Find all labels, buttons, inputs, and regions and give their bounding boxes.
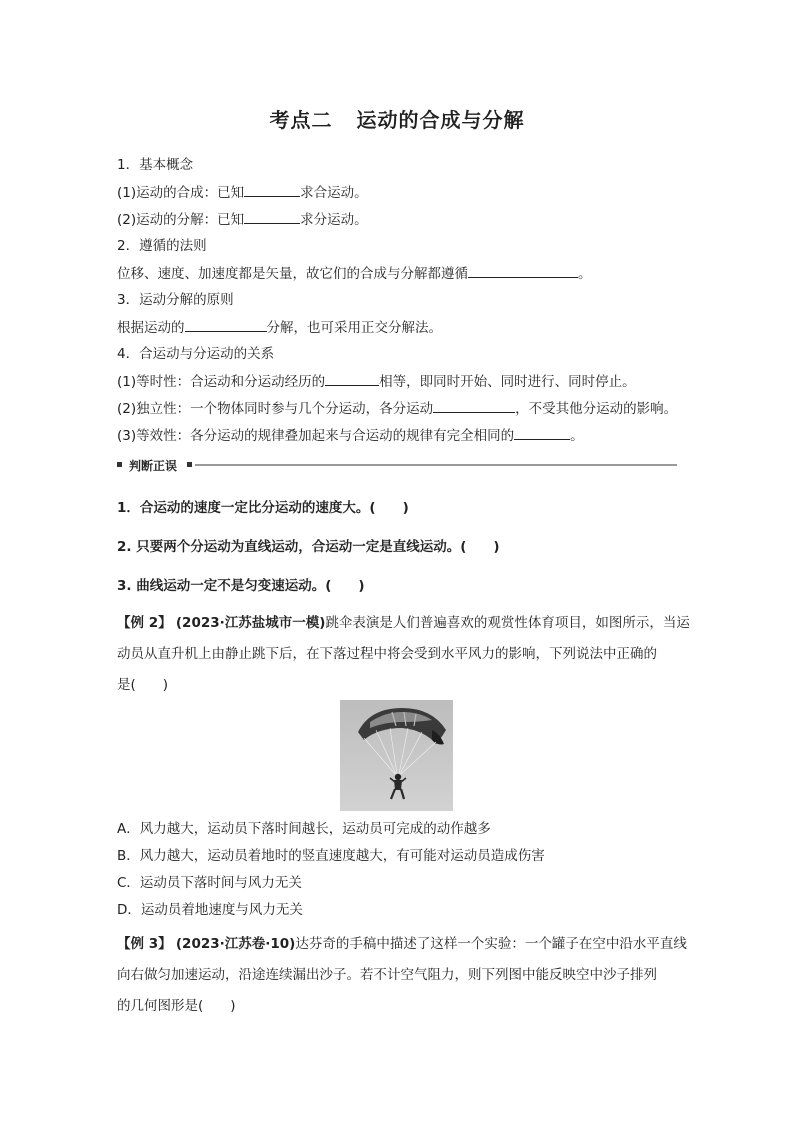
section-heading: 2．遵循的法则	[117, 238, 207, 254]
fill-blank	[244, 183, 300, 197]
concept-line: 位移、速度、加速度都是矢量，故它们的合成与分解都遵循 。	[117, 266, 592, 282]
parachute-figure	[340, 700, 453, 811]
example2-line1: 【例 2】 (2023·江苏盐城市一模)跳伞表演是人们普遍喜欢的观赏性体育项目，如图所示，当运	[117, 615, 690, 631]
option-a: A．风力越大，运动员下落时间越长，运动员可完成的动作越多	[117, 821, 491, 837]
judge-section-header	[117, 458, 677, 472]
concept-line: (1)运动的合成：已知 求合运动。	[117, 185, 368, 201]
divider	[195, 464, 677, 466]
concept-line: (1)等时性：合运动和分运动经历的 相等，即同时开始、同时进行、同时停止。	[117, 374, 636, 390]
example3-line3: 的几何图形是( )	[117, 998, 236, 1014]
square-bullet-icon	[187, 462, 192, 467]
section-heading: 1．基本概念	[117, 157, 194, 173]
example3-line1: 【例 3】 (2023·江苏卷·10)达芬奇的手稿中描述了这样一个实验：一个罐子在空中沿水平直线	[117, 936, 687, 952]
title-part1: 考点二	[269, 108, 333, 132]
square-bullet-icon	[117, 462, 122, 467]
example-source: (2023·江苏盐城市一模)	[175, 615, 326, 631]
concept-line: (2)独立性：一个物体同时参与几个分运动，各分运动 ，不受其他分运动的影响。	[117, 401, 678, 417]
page-title	[0, 104, 794, 133]
fill-blank	[185, 318, 267, 332]
option-b: B．风力越大，运动员着地时的竖直速度越大，有可能对运动员造成伤害	[117, 848, 545, 864]
fill-blank	[514, 426, 570, 440]
judge-question-3: 3. 曲线运动一定不是匀变速运动。( )	[117, 578, 365, 594]
option-d: D．运动员着地速度与风力无关	[117, 902, 303, 918]
example-source: (2023·江苏卷·10)	[175, 936, 296, 952]
fill-blank	[325, 372, 379, 386]
fill-blank	[468, 264, 578, 278]
fill-blank	[433, 399, 515, 413]
example-tag: 【例 3】	[117, 936, 172, 952]
example-tag: 【例 2】	[117, 615, 172, 631]
judge-question-2: 2. 只要两个分运动为直线运动，合运动一定是直线运动。( )	[117, 539, 500, 555]
concept-line: (2)运动的分解：已知 求分运动。	[117, 212, 368, 228]
fill-blank	[244, 210, 300, 224]
concept-line: (3)等效性：各分运动的规律叠加起来与合运动的规律有完全相同的 。	[117, 428, 584, 444]
example3-line2: 向右做匀加速运动，沿途连续漏出沙子。若不计空气阻力，则下列图中能反映空中沙子排列	[117, 967, 657, 983]
section-heading: 4．合运动与分运动的关系	[117, 346, 275, 362]
judge-question-1: 1．合运动的速度一定比分运动的速度大。( )	[117, 500, 409, 516]
title-part2: 运动的合成与分解	[356, 108, 525, 132]
example2-line3: 是( )	[117, 677, 169, 693]
section-heading: 3．运动分解的原则	[117, 292, 234, 308]
example2-line2: 动员从直升机上由静止跳下后，在下落过程中将会受到水平风力的影响，下列说法中正确的	[117, 646, 657, 662]
concept-line: 根据运动的 分解，也可采用正交分解法。	[117, 320, 442, 336]
option-c: C．运动员下落时间与风力无关	[117, 875, 302, 891]
judge-label: 判断正误	[129, 459, 178, 473]
